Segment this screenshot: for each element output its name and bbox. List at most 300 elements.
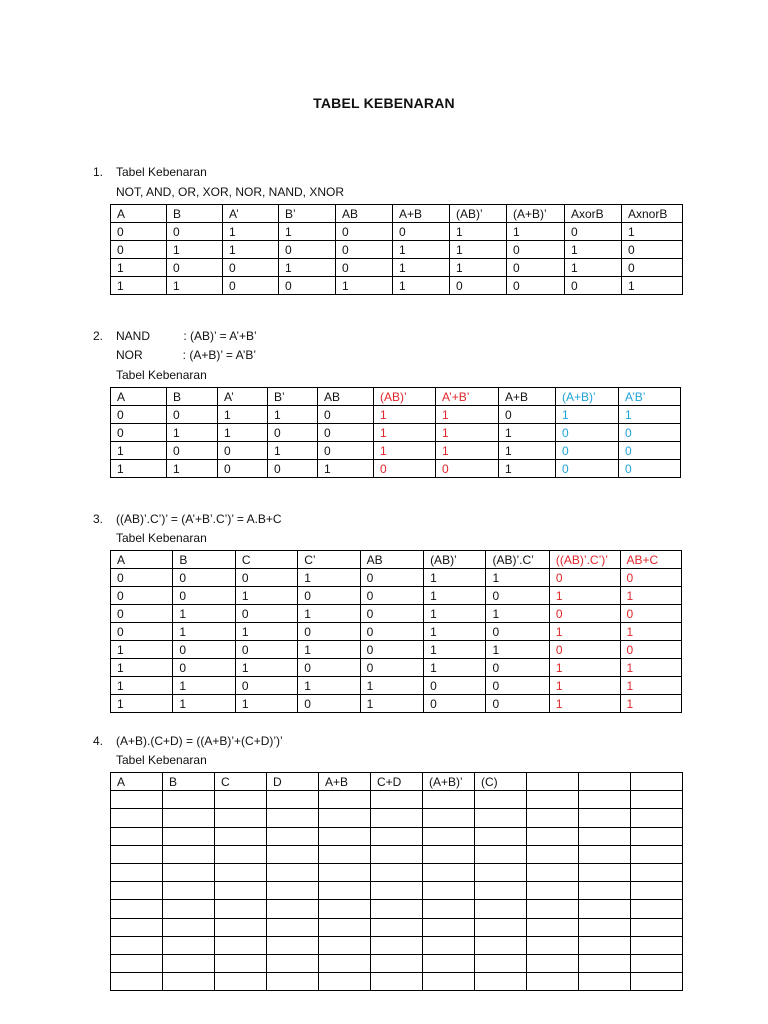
table-cell: 0 bbox=[619, 460, 681, 478]
table-cell bbox=[319, 827, 371, 845]
table-cell bbox=[267, 900, 319, 918]
table-cell bbox=[111, 863, 163, 881]
table-cell bbox=[319, 954, 371, 972]
table-cell bbox=[579, 954, 631, 972]
table-cell: 1 bbox=[374, 442, 436, 460]
table-row bbox=[111, 863, 683, 881]
table-cell bbox=[371, 936, 423, 954]
section-3-equation: ((AB)’.C’)’ = (A’+B’.C’)’ = A.B+C bbox=[116, 512, 282, 526]
table-cell bbox=[215, 863, 267, 881]
table-cell bbox=[631, 791, 683, 809]
section-3-heading: Tabel Kebenaran bbox=[116, 531, 207, 545]
table-cell bbox=[319, 882, 371, 900]
table-header-cell: B’ bbox=[279, 205, 336, 223]
table-cell bbox=[163, 954, 215, 972]
table-cell bbox=[371, 973, 423, 991]
table-header-cell: (AB)’ bbox=[450, 205, 507, 223]
table-cell bbox=[215, 882, 267, 900]
table-cell: 1 bbox=[549, 659, 620, 677]
table-cell bbox=[631, 918, 683, 936]
table-cell: 1 bbox=[111, 677, 173, 695]
table-cell bbox=[371, 954, 423, 972]
table-cell: 1 bbox=[360, 677, 423, 695]
table-row bbox=[111, 882, 683, 900]
truth-table-3 bbox=[110, 550, 682, 713]
table-header-row bbox=[111, 551, 682, 569]
table-cell: 1 bbox=[111, 641, 173, 659]
table-cell: 1 bbox=[499, 424, 556, 442]
section-4-number: 4. bbox=[93, 734, 104, 748]
table-cell bbox=[215, 954, 267, 972]
table-cell bbox=[371, 863, 423, 881]
table-cell: 1 bbox=[507, 223, 565, 241]
table-cell bbox=[579, 936, 631, 954]
table-cell: 1 bbox=[620, 677, 682, 695]
table-cell bbox=[423, 809, 475, 827]
table-cell bbox=[423, 863, 475, 881]
table-row bbox=[111, 809, 683, 827]
table-cell bbox=[215, 845, 267, 863]
table-cell bbox=[215, 973, 267, 991]
table-cell bbox=[371, 791, 423, 809]
table-cell: 0 bbox=[111, 623, 173, 641]
table-cell bbox=[111, 882, 163, 900]
table-cell: 1 bbox=[393, 259, 450, 277]
table-cell bbox=[527, 882, 579, 900]
table-cell: 1 bbox=[622, 223, 683, 241]
table-row bbox=[111, 605, 682, 623]
table-cell: 0 bbox=[486, 695, 549, 713]
table-cell bbox=[267, 973, 319, 991]
table-cell bbox=[631, 827, 683, 845]
table-cell: 1 bbox=[393, 277, 450, 295]
table-cell bbox=[267, 936, 319, 954]
table-cell: 0 bbox=[336, 241, 393, 259]
table-header-cell: A+B bbox=[319, 773, 371, 791]
table-cell: 1 bbox=[620, 623, 682, 641]
table-header-cell: A+B bbox=[499, 388, 556, 406]
table-cell: 0 bbox=[235, 605, 297, 623]
table-cell bbox=[267, 827, 319, 845]
table-cell: 0 bbox=[622, 259, 683, 277]
table-cell: 0 bbox=[620, 605, 682, 623]
table-header-cell: A bbox=[111, 773, 163, 791]
table-cell: 0 bbox=[298, 659, 360, 677]
section-1-number: 1. bbox=[93, 165, 104, 179]
table-cell bbox=[163, 918, 215, 936]
table-row bbox=[111, 259, 683, 277]
table-row bbox=[111, 695, 682, 713]
table-cell: 0 bbox=[223, 277, 279, 295]
table-cell bbox=[631, 809, 683, 827]
table-cell: 1 bbox=[549, 623, 620, 641]
table-cell: 0 bbox=[173, 569, 235, 587]
truth-table-2 bbox=[110, 387, 681, 478]
table-cell bbox=[267, 863, 319, 881]
table-cell bbox=[111, 845, 163, 863]
table-cell bbox=[215, 809, 267, 827]
table-header-cell: A’ bbox=[218, 388, 268, 406]
table-cell: 0 bbox=[111, 605, 173, 623]
table-cell: 0 bbox=[111, 424, 167, 442]
section-2-nor-line: NOR : (A+B)’ = A’B’ bbox=[116, 348, 257, 362]
table-cell bbox=[267, 791, 319, 809]
table-cell: 0 bbox=[622, 241, 683, 259]
table-row bbox=[111, 623, 682, 641]
table-cell: 0 bbox=[486, 677, 549, 695]
table-cell: 0 bbox=[167, 223, 223, 241]
table-cell: 0 bbox=[360, 623, 423, 641]
table-cell bbox=[475, 827, 527, 845]
table-cell bbox=[111, 954, 163, 972]
table-cell: 1 bbox=[111, 460, 167, 478]
table-cell bbox=[111, 936, 163, 954]
table-cell: 1 bbox=[556, 406, 619, 424]
table-cell: 1 bbox=[424, 641, 486, 659]
table-header-cell: B bbox=[167, 388, 218, 406]
table-cell: 1 bbox=[499, 460, 556, 478]
table-header-cell: A bbox=[111, 205, 167, 223]
table-cell: 0 bbox=[507, 241, 565, 259]
table-row bbox=[111, 791, 683, 809]
table-cell: 0 bbox=[235, 641, 297, 659]
table-cell bbox=[267, 954, 319, 972]
table-cell: 0 bbox=[279, 277, 336, 295]
table-cell bbox=[527, 954, 579, 972]
table-cell: 0 bbox=[298, 587, 360, 605]
table-cell: 0 bbox=[565, 277, 622, 295]
table-cell: 1 bbox=[223, 223, 279, 241]
table-cell: 0 bbox=[279, 241, 336, 259]
section-2-nand-line: NAND : (AB)’ = A’+B’ bbox=[116, 329, 257, 343]
table-cell: 1 bbox=[450, 259, 507, 277]
table-header-row bbox=[111, 773, 683, 791]
table-header-row bbox=[111, 205, 683, 223]
table-cell: 1 bbox=[549, 695, 620, 713]
table-cell: 0 bbox=[235, 569, 297, 587]
table-cell bbox=[111, 918, 163, 936]
table-header-cell: AxnorB bbox=[622, 205, 683, 223]
table-cell bbox=[319, 863, 371, 881]
table-cell: 0 bbox=[336, 223, 393, 241]
table-cell bbox=[111, 791, 163, 809]
table-cell bbox=[423, 845, 475, 863]
table-cell: 0 bbox=[223, 259, 279, 277]
table-cell: 1 bbox=[318, 460, 374, 478]
table-header-cell: A bbox=[111, 551, 173, 569]
table-cell: 1 bbox=[374, 424, 436, 442]
table-cell: 1 bbox=[298, 569, 360, 587]
table-cell bbox=[267, 809, 319, 827]
table-header-cell: ((AB)’.C’)’ bbox=[549, 551, 620, 569]
table-cell bbox=[163, 827, 215, 845]
table-cell: 1 bbox=[167, 277, 223, 295]
table-cell bbox=[111, 973, 163, 991]
table-cell: 0 bbox=[298, 695, 360, 713]
table-header-cell: D bbox=[267, 773, 319, 791]
table-cell bbox=[371, 827, 423, 845]
table-cell: 1 bbox=[268, 442, 318, 460]
table-header-row bbox=[111, 388, 681, 406]
table-cell bbox=[631, 936, 683, 954]
section-3-number: 3. bbox=[93, 512, 104, 526]
table-cell: 1 bbox=[298, 605, 360, 623]
table-row bbox=[111, 442, 681, 460]
table-header-cell: A’B’ bbox=[619, 388, 681, 406]
table-cell bbox=[527, 863, 579, 881]
section-1-heading: Tabel Kebenaran bbox=[116, 165, 207, 179]
table-cell bbox=[527, 827, 579, 845]
table-cell bbox=[579, 918, 631, 936]
table-cell: 1 bbox=[235, 659, 297, 677]
table-cell bbox=[423, 900, 475, 918]
table-row bbox=[111, 954, 683, 972]
table-header-cell bbox=[579, 773, 631, 791]
table-cell: 1 bbox=[424, 569, 486, 587]
table-header-cell: B bbox=[163, 773, 215, 791]
table-cell: 0 bbox=[318, 442, 374, 460]
table-cell: 1 bbox=[173, 605, 235, 623]
table-cell: 1 bbox=[279, 259, 336, 277]
table-row bbox=[111, 424, 681, 442]
table-cell: 1 bbox=[620, 587, 682, 605]
table-cell: 0 bbox=[111, 241, 167, 259]
table-cell: 1 bbox=[298, 641, 360, 659]
table-cell: 0 bbox=[450, 277, 507, 295]
table-cell: 0 bbox=[507, 277, 565, 295]
table-cell: 0 bbox=[336, 259, 393, 277]
table-cell: 1 bbox=[173, 623, 235, 641]
table-header-cell: AB bbox=[360, 551, 423, 569]
table-cell: 1 bbox=[499, 442, 556, 460]
table-cell: 0 bbox=[549, 605, 620, 623]
table-cell bbox=[267, 845, 319, 863]
table-cell: 1 bbox=[167, 424, 218, 442]
table-cell: 1 bbox=[218, 406, 268, 424]
table-cell bbox=[579, 791, 631, 809]
table-cell bbox=[319, 973, 371, 991]
table-header-cell: (C) bbox=[475, 773, 527, 791]
table-header-cell: A+B bbox=[393, 205, 450, 223]
table-cell: 0 bbox=[318, 406, 374, 424]
truth-table-4 bbox=[110, 772, 683, 991]
table-cell: 1 bbox=[486, 569, 549, 587]
table-cell: 1 bbox=[393, 241, 450, 259]
table-cell bbox=[423, 954, 475, 972]
table-cell: 0 bbox=[318, 424, 374, 442]
table-cell: 1 bbox=[218, 424, 268, 442]
table-cell: 0 bbox=[268, 424, 318, 442]
table-row bbox=[111, 460, 681, 478]
table-cell bbox=[111, 900, 163, 918]
table-cell: 0 bbox=[111, 587, 173, 605]
table-cell: 1 bbox=[360, 695, 423, 713]
table-cell bbox=[579, 845, 631, 863]
table-cell bbox=[267, 882, 319, 900]
table-cell: 0 bbox=[619, 442, 681, 460]
table-cell: 1 bbox=[235, 587, 297, 605]
table-cell: 1 bbox=[111, 695, 173, 713]
table-cell bbox=[163, 809, 215, 827]
table-row bbox=[111, 900, 683, 918]
table-cell bbox=[475, 954, 527, 972]
table-header-cell: A bbox=[111, 388, 167, 406]
table-cell bbox=[475, 973, 527, 991]
table-row bbox=[111, 241, 683, 259]
table-cell: 0 bbox=[360, 659, 423, 677]
table-cell: 0 bbox=[549, 641, 620, 659]
table-row bbox=[111, 277, 683, 295]
table-cell: 1 bbox=[111, 659, 173, 677]
table-cell bbox=[475, 791, 527, 809]
table-cell bbox=[527, 900, 579, 918]
section-4-heading: Tabel Kebenaran bbox=[116, 753, 207, 767]
table-cell: 0 bbox=[436, 460, 499, 478]
table-cell: 1 bbox=[173, 695, 235, 713]
section-1-subheading: NOT, AND, OR, XOR, NOR, NAND, XNOR bbox=[116, 185, 345, 199]
table-row bbox=[111, 845, 683, 863]
table-cell: 0 bbox=[173, 641, 235, 659]
table-cell bbox=[475, 900, 527, 918]
table-cell: 0 bbox=[298, 623, 360, 641]
table-cell bbox=[163, 900, 215, 918]
table-header-cell: (A+B)’ bbox=[507, 205, 565, 223]
table-cell: 0 bbox=[173, 659, 235, 677]
table-cell bbox=[631, 973, 683, 991]
table-cell bbox=[371, 900, 423, 918]
table-cell bbox=[423, 918, 475, 936]
table-cell bbox=[319, 918, 371, 936]
table-cell bbox=[475, 936, 527, 954]
table-cell: 0 bbox=[424, 677, 486, 695]
table-cell: 0 bbox=[167, 406, 218, 424]
table-cell: 1 bbox=[167, 241, 223, 259]
table-cell: 1 bbox=[549, 677, 620, 695]
table-cell bbox=[527, 936, 579, 954]
table-cell: 0 bbox=[486, 659, 549, 677]
table-row bbox=[111, 587, 682, 605]
table-cell: 1 bbox=[424, 659, 486, 677]
table-cell bbox=[579, 809, 631, 827]
table-header-cell: AB bbox=[336, 205, 393, 223]
table-cell: 1 bbox=[565, 241, 622, 259]
table-cell: 0 bbox=[111, 406, 167, 424]
table-cell: 1 bbox=[450, 223, 507, 241]
table-cell bbox=[215, 827, 267, 845]
table-cell bbox=[371, 918, 423, 936]
table-cell bbox=[319, 936, 371, 954]
table-header-cell: A’ bbox=[223, 205, 279, 223]
table-cell: 0 bbox=[173, 587, 235, 605]
table-cell: 1 bbox=[111, 442, 167, 460]
table-cell: 1 bbox=[111, 259, 167, 277]
table-row bbox=[111, 918, 683, 936]
table-cell bbox=[475, 882, 527, 900]
table-header-cell: B bbox=[173, 551, 235, 569]
table-row bbox=[111, 973, 683, 991]
table-header-cell: C bbox=[215, 773, 267, 791]
table-cell: 1 bbox=[549, 587, 620, 605]
table-cell: 1 bbox=[436, 424, 499, 442]
table-cell: 0 bbox=[218, 442, 268, 460]
table-cell: 0 bbox=[556, 424, 619, 442]
table-header-cell: (A+B)’ bbox=[423, 773, 475, 791]
table-cell: 0 bbox=[424, 695, 486, 713]
table-cell bbox=[631, 882, 683, 900]
table-cell: 1 bbox=[268, 406, 318, 424]
table-cell bbox=[631, 845, 683, 863]
table-cell: 1 bbox=[235, 695, 297, 713]
table-cell bbox=[579, 882, 631, 900]
page-title: TABEL KEBENARAN bbox=[313, 95, 455, 111]
table-cell: 1 bbox=[565, 259, 622, 277]
table-header-cell: (A+B)’ bbox=[556, 388, 619, 406]
table-cell bbox=[631, 863, 683, 881]
table-cell: 0 bbox=[360, 569, 423, 587]
table-header-cell: B’ bbox=[268, 388, 318, 406]
table-cell: 0 bbox=[549, 569, 620, 587]
table-cell: 0 bbox=[360, 641, 423, 659]
table-cell: 1 bbox=[424, 623, 486, 641]
table-cell bbox=[163, 845, 215, 863]
table-header-cell: (AB)’.C’ bbox=[486, 551, 549, 569]
table-cell bbox=[527, 809, 579, 827]
table-cell: 0 bbox=[619, 424, 681, 442]
table-cell: 0 bbox=[235, 677, 297, 695]
table-cell bbox=[423, 973, 475, 991]
table-cell bbox=[215, 900, 267, 918]
table-cell bbox=[579, 863, 631, 881]
table-header-cell: AxorB bbox=[565, 205, 622, 223]
table-cell bbox=[423, 827, 475, 845]
table-cell: 0 bbox=[507, 259, 565, 277]
table-header-cell: A’+B’ bbox=[436, 388, 499, 406]
table-row bbox=[111, 223, 683, 241]
table-cell bbox=[527, 918, 579, 936]
table-cell: 1 bbox=[279, 223, 336, 241]
table-header-cell: (AB)’ bbox=[424, 551, 486, 569]
table-cell bbox=[111, 809, 163, 827]
table-cell bbox=[475, 863, 527, 881]
table-cell: 0 bbox=[486, 623, 549, 641]
table-cell: 1 bbox=[111, 277, 167, 295]
table-cell bbox=[371, 882, 423, 900]
table-cell: 1 bbox=[450, 241, 507, 259]
table-row bbox=[111, 659, 682, 677]
section-2-number: 2. bbox=[93, 329, 104, 343]
table-cell bbox=[163, 791, 215, 809]
table-row bbox=[111, 406, 681, 424]
table-cell bbox=[423, 791, 475, 809]
table-cell bbox=[163, 973, 215, 991]
section-2-heading: Tabel Kebenaran bbox=[116, 368, 207, 382]
table-row bbox=[111, 569, 682, 587]
table-header-cell: (AB)’ bbox=[374, 388, 436, 406]
table-cell: 0 bbox=[360, 587, 423, 605]
table-cell bbox=[579, 827, 631, 845]
table-cell bbox=[319, 900, 371, 918]
table-cell: 1 bbox=[173, 677, 235, 695]
table-cell bbox=[527, 973, 579, 991]
table-cell: 0 bbox=[111, 569, 173, 587]
table-cell: 0 bbox=[620, 569, 682, 587]
table-cell: 0 bbox=[360, 605, 423, 623]
table-cell bbox=[111, 827, 163, 845]
table-cell bbox=[371, 809, 423, 827]
table-cell: 0 bbox=[620, 641, 682, 659]
table-cell: 0 bbox=[499, 406, 556, 424]
table-cell: 1 bbox=[486, 605, 549, 623]
